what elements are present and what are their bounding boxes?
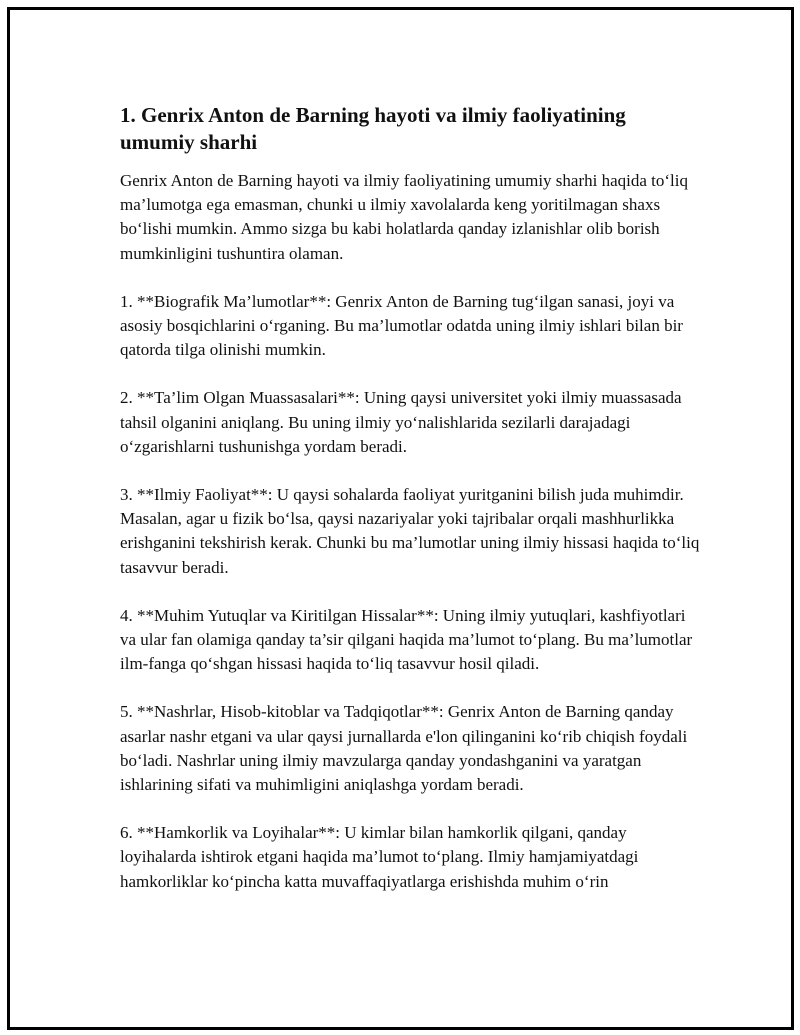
list-item-scientific-activity: 3. **Ilmiy Faoliyat**: U qaysi sohalarda faoliyat yuritganini bilish juda muhimdir. Masalan, agar u fizik bo‘lsa, qaysi nazariyalar yoki tajribalar orqali mashhurlikka erishganini tekshirish kerak. Chunki bu ma’lumotlar uning ilmiy hissasi haqida to‘liq tasavvur beradi.: [120, 485, 700, 577]
document-title: 1. Genrix Anton de Barning hayoti va ilmiy faoliyatining umumiy sharhi: [120, 103, 626, 154]
list-item-achievements: 4. **Muhim Yutuqlar va Kiritilgan Hissalar**: Uning ilmiy yutuqlari, kashfiyotlari va ular fan olamiga qanday ta’sir qilgani haqida ma’lumot to‘plang. Bu ma’lumotlar ilm-fanga qo‘shgan hissasi haqida to‘liq tasavvur hosil qiladi.: [120, 605, 693, 674]
document-body: [120, 102, 700, 918]
list-item-biographical-info: 1. **Biografik Ma’lumotlar**: Genrix Anton de Barning tug‘ilgan sanasi, joyi va asosiy bosqichlarini o‘rganing. Bu ma’lumotlar odatda uning ilmiy ishlari bilan bir qatorda tilga olinishi mumkin.: [120, 291, 683, 360]
list-item-collaborations: 6. **Hamkorlik va Loyihalar**: U kimlar bilan hamkorlik qilgani, qanday loyihalarda ishtirok etgani haqida ma’lumot to‘plang. Ilmiy hamjamiyatdagi hamkorliklar ko‘pincha katta muvaffaqiyatlarga erishishda muhim o‘rin: [120, 823, 639, 891]
list-item-education: 2. **Ta’lim Olgan Muassasalari**: Uning qaysi universitet yoki ilmiy muassasada tahsil olganini aniqlang. Bu uning ilmiy yo‘nalishlarida sezilarli darajadagi o‘zgarishlarni tushunishga yordam beradi.: [120, 388, 682, 456]
page-frame: [7, 7, 794, 1030]
intro-paragraph: Genrix Anton de Barning hayoti va ilmiy faoliyatining umumiy sharhi haqida to‘liq ma’lumotga ega emasman, chunki u ilmiy xavolalarda keng yoritilmagan shaxs bo‘lishi mumkin. Ammo sizga bu kabi holatlarda qanday izlanishlar olib borish mumkinligini tushuntira olaman.: [120, 171, 688, 263]
list-item-publications: 5. **Nashrlar, Hisob-kitoblar va Tadqiqotlar**: Genrix Anton de Barning qanday asarlar nashr etgani va ular qaysi jurnallarda e'lon qilinganini ko‘rib chiqish foydali bo‘ladi. Nashrlar uning ilmiy mavzularga qanday yondashganini va yaratgan ishlarining sifati va muhimligini aniqlashga yordam beradi.: [120, 702, 688, 795]
